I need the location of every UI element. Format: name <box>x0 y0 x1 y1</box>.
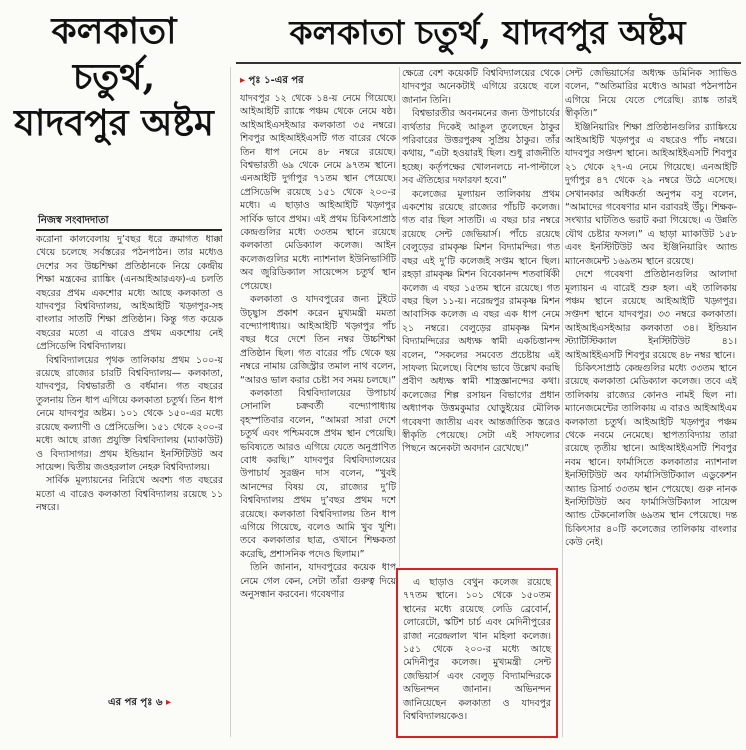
paragraph: বিশ্বভারতীর অবনমনের জন্য উপাচার্যের ব্যর্থতার দিকেই আঙুল তুলেছেন ঠাকুর পরিবারের উত্তরপুরুষ সুপ্রিয় ঠাকুর। তাঁর কথায়, “এটা হওয়ারই ছিল। শুধু রাজনীতি হচ্ছে। কর্তৃপক্ষের খোলনলচে না-পাল্টালে সব ঐতিহ্যের দফারফা হবে।” <box>402 108 560 187</box>
paragraph: কলেজের মূল্যায়ন তালিকায় প্রথম একশোয় রয়েছে রাজ্যের পাঁচটি কলেজ। গত বার ছিল সাতটি। এ বছর চার নম্বরে রয়েছে সেন্ট জেভিয়ার্স। পাঁচে রয়েছে বেলুড়ের রামকৃষ্ণ মিশন বিদ্যামন্দির। গত বছর এই দু’টি কলেজই সপ্তম স্থানে ছিল। রহড়া রামকৃষ্ণ মিশন বিবেকানন্দ শতবার্ষিকী কলেজ এ বছর ১৫তম স্থানে রয়েছে। গত বছর ছিল ১১-য়। নরেন্দ্রপুর রামকৃষ্ণ মিশন আবাসিক কলেজ এ বছর এক ধাপ নেমে ২১ নম্বরে। বেলুড়ের রামকৃষ্ণ মিশন বিদ্যামন্দিরের অধ্যক্ষ স্বামী একচিত্তানন্দ বলেন, “সকলের সমবেত প্রচেষ্টায় এই সাফল্য মিলেছে। বিশেষ ভাবে উল্লেখ করছি প্রবীণ অধ্যক্ষ স্বামী শাস্ত্রজ্ঞানন্দের কথা। কলেজের শিল্প রসায়ন বিভাগের প্রধান অধ্যাপক উত্তমকুমার ঘোড়ুইয়ের মৌলিক গবেষণা জাতীয় এবং আন্তর্জাতিক স্তরেও স্বীকৃতি পেয়েছে। সেটা এই সাফল্যের পিছনে অনেকটা অবদান রেখেছে।” <box>402 188 560 455</box>
paragraph: তিনি জানান, যাদবপুরের কয়েক ধাপ নেমে গেল কেন, সেটা তাঁরা গুরুত্ব দিয়ে অনুসন্ধান করবেন। গবেষণার <box>240 562 396 601</box>
paragraph: দেশে গবেষণা প্রতিষ্ঠানগুলির আলাদা মূল্যায়ন এ বারেই শুরু হল। এই তালিকায় পঞ্চম স্থানে রয়েছে আইআইটি খড়্গপুর। সপ্তদশ স্থানে যাদবপুর। ৩৩ নম্বরে কলকাতা। আইআইএসইআর কলকাতা ৩৪। ইন্ডিয়ান স্ট্যাটিস্টিক্যাল ইনস্টিটিউট ৪১। আইআইইএসটি শিবপুর রয়েছে ৪৮ নম্বর স্থানে। <box>565 269 737 361</box>
left-headline: কলকাতা চতুর্থ, যাদবপুর অষ্টম <box>14 10 214 144</box>
article-column-3 <box>402 67 560 565</box>
paragraph: করোনা কালবেলায় দু’বছর ধরে ক্রমাগত ধাক্কা খেয়ে চলেছে সর্বস্তরের পঠনপাঠন। তার মধ্যেও দেশের সব উচ্চশিক্ষা প্রতিষ্ঠানকে নিয়ে কেন্দ্রীয় শিক্ষা মন্ত্রকের র‍্যাঙ্কিং (এনআইআরএফ)-এ চলতি বছরের প্রথম একশোর মধ্যে আছে কলকাতা ও যাদবপুর বিশ্ববিদ্যালয়, আইআইটি খড়্গপুর-সহ বাংলার সাতটি শিক্ষা প্রতিষ্ঠান। কিন্তু গত কয়েক বছরের মতো এ বারেও প্রথম একশোয় নেই প্রেসিডেন্সি বিশ্ববিদ্যালয়। <box>36 234 223 353</box>
article-column-4 <box>565 67 737 731</box>
continued-to-label[interactable] <box>108 695 171 712</box>
column-divider <box>562 67 563 737</box>
continued-from-text: পৃঃ ১-এর পর <box>248 75 304 86</box>
highlighted-paragraph-box <box>396 568 558 738</box>
paragraph: চিকিৎসাপ্রাঠ কেন্দ্রগুলির মধ্যে ৩৩তম স্থানে রয়েছে কলকাতা মেডিক্যাল কলেজ। তবে এই তালিকায় রাজ্যের কোনও নামই ছিল না। ম্যানেজমেন্টের তালিকায় এ বারও আইআইএম কলকাতা চতুর্থ। আইআইটি খড়্গপুর পঞ্চম থেকে নবমে নেমেছে। স্থাপত্যবিদ্যায় তারা রয়েছে তৃতীয় স্থানে। আইআইইএসটি শিবপুর নবম স্থানে। ফার্মাসিতে কলকাতার ন্যাশনাল ইনস্টিটিউট অব ফার্মাসিউটিক্যাল এডুকেশন অ্যান্ড রিসার্চ ৩৩তম স্থান পেয়েছে। গুরু নানক ইনস্টিটিউট অব ফার্মাসিউটিক্যাল সায়েন্স অ্যান্ড টেকনোলজি ৬৯তম স্থান পেয়েছে। দন্ত চিকিৎসার ৪০টি কলেজের তালিকায় বাংলার কেউ নেই। <box>565 362 737 549</box>
article-column-2 <box>240 92 396 742</box>
column-divider <box>399 67 400 567</box>
paragraph: ক্ষেত্রে বেশ কয়েকটি বিশ্ববিদ্যালয়ের থেকে যাদবপুর অনেকটাই এগিয়ে রয়েছে বলে জানান তিনি। <box>402 68 560 106</box>
byline: নিজস্ব সংবাদদাতা <box>38 215 109 226</box>
continued-from-label[interactable] <box>240 73 304 90</box>
main-headline: কলকাতা চতুর্থ, যাদবপুর অষ্টম <box>289 13 686 52</box>
byline-divider <box>36 229 222 231</box>
paragraph: ইঞ্জিনিয়ারিং শিক্ষা প্রতিষ্ঠানগুলির র‍্যাঙ্কিংয়ে আইআইটি খড়্গপুর এ বছরেও পাঁচ নম্বরে। যাদবপুর সপ্তদশ স্থানে। আইআইইএসটি শিবপুর ২১ থেকে ২৭-এ নেমে গিয়েছে। এনআইটি দুর্গাপুর ৪৭ থেকে ২৯ নম্বরে উঠে এসেছে। সেখানকার অধিকর্তা অনুপম বসু বলেন, “আমাদের গবেষণার মান বরাবরই উঁচু। শিক্ষক-সংখ্যার ঘাটতিও ভরাট করা গিয়েছে। এ উন্নতি যৌথ চেষ্টার ফসল।” এ ছাড়া ম্যাকাউট ১৫৮ এবং ইনস্টিটিউট অব ইঞ্জিনিয়ারিং অ্যান্ড ম্যানেজমেন্ট ১৬৯তম স্থানে রয়েছে। <box>565 121 737 267</box>
paragraph: কলকাতা বিশ্ববিদ্যালয়ের উপাচার্য সোনালি চক্রবর্তী বন্দ্যোপাধ্যায় বৃহস্পতিবার বলেন, “আমরা সারা দেশে চতুর্থ এবং পশ্চিমবঙ্গে প্রথম স্থান পেয়েছি। ভবিষ্যতে আরও এগিয়ে যেতে অনুপ্রাণিত বোধ করছি।” যাদবপুর বিশ্ববিদ্যালয়ের উপাচার্য সুরঞ্জন দাস বলেন, “খুবই আনন্দের বিষয় যে, রাজ্যের দু’টি বিশ্ববিদ্যালয় প্রথম দু’বছর প্রথম দশে রয়েছে। কলকাতা বিশ্ববিদ্যালয় তিন ধাপ এগিয়ে গিয়েছে, বলেও আমি খুব খুশি। তবে কলকাতার ছাত্র, ওখানে শিক্ষকতা করেছি, প্রশাসনিক পদেও ছিলাম।” <box>240 387 396 560</box>
paragraph: কলকাতা ও যাদবপুরের জন্য টুইটে উচ্ছ্বাস প্রকাশ করেন মুখ্যমন্ত্রী মমতা বন্দ্যোপাধ্যায়। আইআইটি খড়্গপুর পাঁচ বছর ধরে দেশে তিন নম্বর উচ্চশিক্ষা প্রতিষ্ঠান ছিল। গত বারের পাঁচ থেকে ছয় নম্বরে নামায় রেজিস্ট্রার তমাল নাথ বলেন, “আরও ভাল করার চেষ্টা সব সময় চলছে।” <box>240 294 396 386</box>
paragraph: সার্বিক মূল্যায়নের নিরিখে অবশ্য গত বছরের মতো এ বারেও কলকাতা বিশ্ববিদ্যালয় রয়েছে ১১ নম্বরে। <box>36 475 223 514</box>
column-divider <box>230 67 231 737</box>
arrow-icon: ▸ <box>162 697 171 708</box>
continued-to-text: এর পর পৃঃ ৬ <box>108 697 163 708</box>
arrow-icon: ▸ <box>240 75 249 86</box>
article-column-1 <box>36 233 223 661</box>
paragraph: বিশ্ববিদ্যালয়ের পৃথক তালিকায় প্রথম ১০০-য় রয়েছে রাজ্যের চারটি বিশ্ববিদ্যালয়— কলকাতা, যাদবপুর, বিশ্বভারতী ও বর্ধমান। গত বছরের তুলনায় তিন ধাপ এগিয়ে কলকাতা চতুর্থ। তিন ধাপ নেমে যাদবপুর অষ্টম। ১০১ থেকে ১৫০-এর মধ্যে রয়েছে কল্যাণী ও প্রেসিডেন্সি। ১৫১ থেকে ২০০-র মধ্যে আছে রাজ্য প্রযুক্তি বিশ্ববিদ্যালয় (ম্যাকাউট) ও বিদ্যাসাগর। প্রথম ইন্ডিয়ান ইনস্টিটিউট অব সায়েন্স। দ্বিতীয় জওহরলাল নেহরু বিশ্ববিদ্যালয়। <box>36 354 223 473</box>
paragraph: এ ছাড়াও বেথুন কলেজ রয়েছে ৭৭তম স্থানে। ১০১ থেকে ১৫০তম স্থানের মধ্যে রয়েছে লেডি ব্রেবোর্ন, লোরেটো, স্কটিশ চার্চ এবং মেদিনীপুরের রাজা নরেন্দ্রলাল খান মহিলা কলেজ। ১৫১ থেকে ২০০-র মধ্যে আছে মেদিনীপুর কলেজ। মুখ্যমন্ত্রী সেন্ট জেভিয়ার্স এবং বেলুড় বিদ্যামন্দিরকে অভিনন্দন জানান। অভিনন্দন জানিয়েছেন কলকাতা ও যাদবপুর বিশ্ববিদ্যালয়কেও। <box>403 577 551 723</box>
paragraph: সেন্ট জেভিয়ার্সের অধ্যক্ষ ডমিনিক স্যাভিও বলেন, “অতিমারির মধ্যেও আমরা পঠনপাঠন এগিয়ে নিয়ে যেতে পেরেছি। র‍্যাঙ্ক তারই স্বীকৃতি।” <box>565 68 737 120</box>
headline-divider <box>236 62 741 64</box>
paragraph: যাদবপুর ১২ থেকে ১৪-য় নেমে গিয়েছে। আইআইটি র‍্যাঙ্কে পঞ্চম থেকে নেমে ষষ্ঠ। আইআইএসইআর কলকাতা ৩৫ নম্বরে। শিবপুর আইআইইএসটি গত বারের থেকে তিন ধাপ নেমে ৪৮ নম্বরে রয়েছে। বিশ্বভারতী ৬৯ থেকে নেমে ৯৭তম স্থানে। এনআইটি দুর্গাপুর ৭১তম স্থান পেয়েছে। প্রেসিডেন্সি রয়েছে ১৫১ থেকে ২০০-র মধ্যে। এ ছাড়াও আইআইটি খড়্গপুর সার্বিক ভাবে প্রথম। এই প্রথম চিকিৎসাপ্রাঠ কেন্দ্রগুলির মধ্যে ৩৩তম স্থানে রয়েছে কলকাতা মেডিক্যাল কলেজ। আইন কলেজগুলির মধ্যে ন্যাশনাল ইউনিভার্সিটি অব জুরিডিক্যাল সায়েন্সেস চতুর্থ স্থান পেয়েছে। <box>240 93 396 292</box>
